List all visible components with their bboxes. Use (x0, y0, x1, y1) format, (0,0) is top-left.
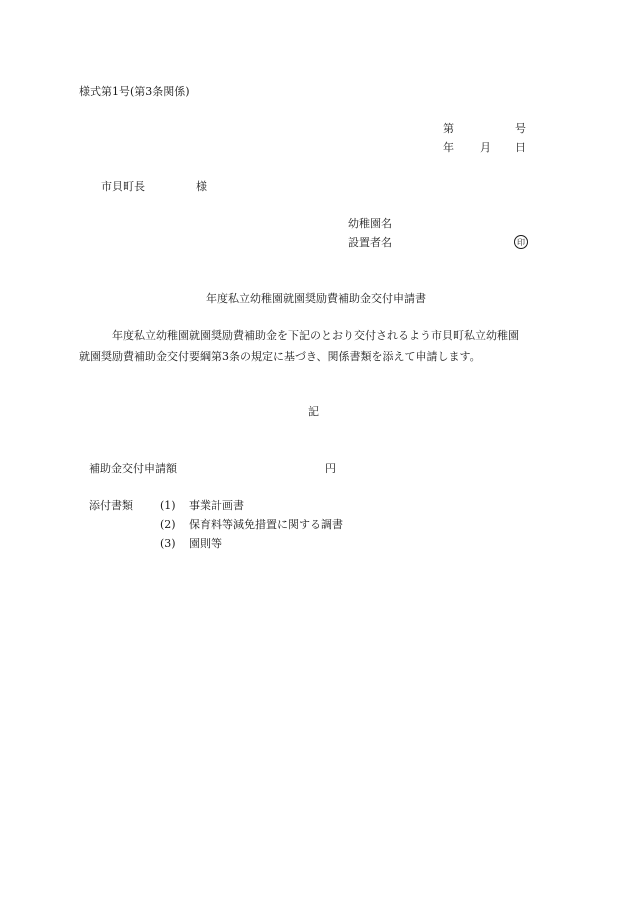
kindergarten-name-label: 幼稚園名 (348, 217, 392, 230)
founder-name-label: 設置者名 (348, 236, 392, 249)
amount-unit: 円 (325, 462, 336, 475)
amount-label: 補助金交付申請額 (89, 462, 177, 475)
form-number: 様式第1号(第3条関係) (79, 85, 190, 98)
attachment-text: 園則等 (189, 537, 222, 550)
ki-heading: 記 (308, 405, 319, 418)
attachment-text: 保育料等減免措置に関する調書 (189, 518, 343, 531)
doc-number-prefix: 第 (443, 122, 454, 135)
date-year: 年 (443, 141, 454, 154)
seal-icon: 印 (514, 235, 528, 249)
date-month: 月 (480, 141, 491, 154)
attachment-number: (3) (160, 537, 176, 550)
doc-number-suffix: 号 (515, 122, 526, 135)
seal-mark (514, 235, 528, 249)
date-day: 日 (515, 141, 526, 154)
document-title: 年度私立幼稚園就園奨励費補助金交付申請書 (206, 292, 426, 305)
attachments-label: 添付書類 (89, 499, 133, 512)
body-text-line-2: 就園奨励費補助金交付要綱第3条の規定に基づき、関係書類を添えて申請します。 (79, 350, 481, 363)
attachment-number: (2) (160, 518, 176, 531)
attachment-number: (1) (160, 499, 176, 512)
addressee-name: 市貝町長 (101, 180, 145, 193)
addressee-honorific: 様 (196, 180, 207, 193)
attachment-text: 事業計画書 (189, 499, 244, 512)
body-text-line-1: 年度私立幼稚園就園奨励費補助金を下記のとおり交付されるよう市貝町私立幼稚園 (112, 329, 519, 342)
